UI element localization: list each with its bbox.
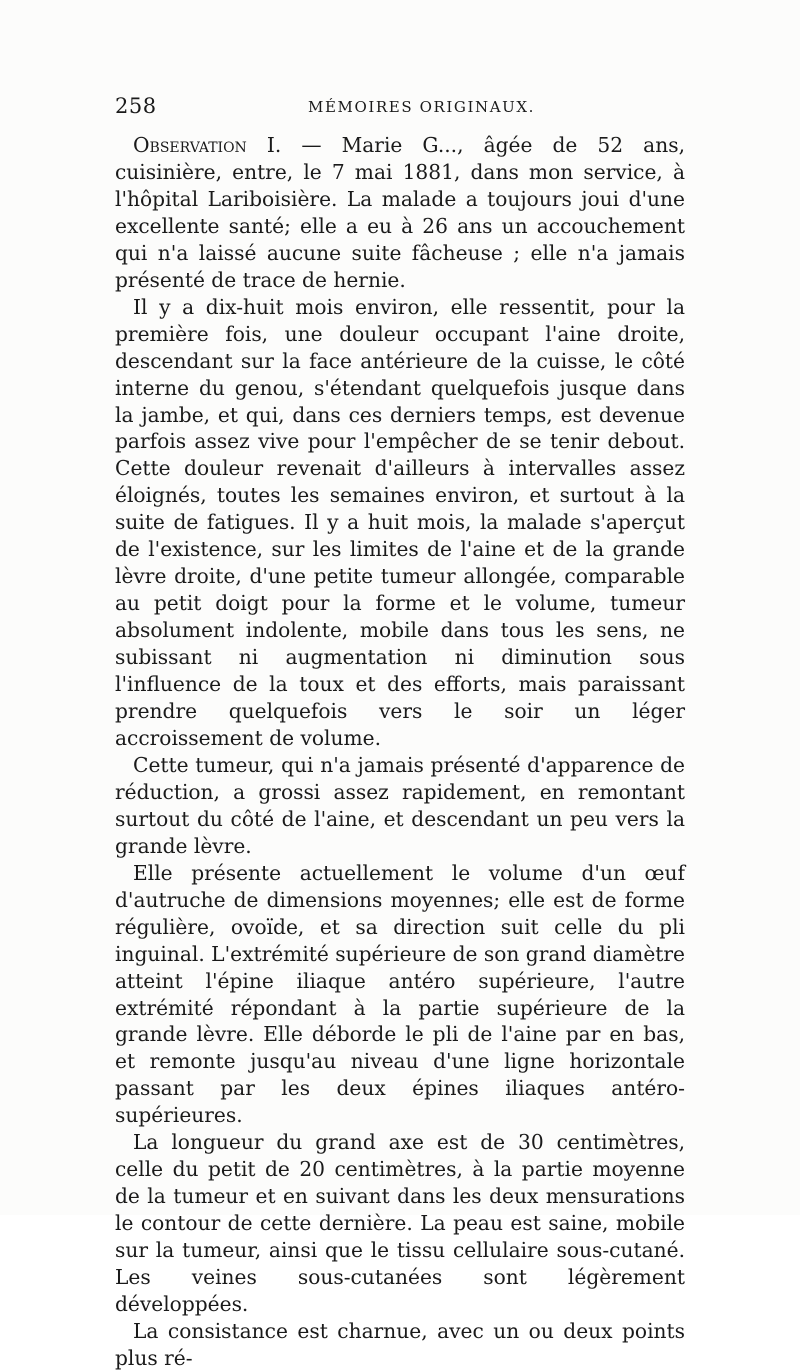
running-title: MÉMOIRES ORIGINAUX. (308, 98, 536, 116)
paragraph-6: La consistance est charnue, avec un ou deux points plus ré- (115, 1318, 685, 1370)
page-number: 258 (115, 94, 157, 118)
paragraph-1-text: — Marie G..., âgée de 52 ans, cuisinière, entre, le 7 mai 1881, dans mon service, à l'hôpital Lariboisière. La malade a toujours joui d'une excellente santé; elle a eu à 26 ans un accouchement qui n'a laissé aucune suite fâcheuse ; elle n'a jamais présenté de trace de hernie. (115, 133, 685, 292)
page-header (115, 94, 685, 124)
paragraph-3: Cette tumeur, qui n'a jamais présenté d'apparence de réduction, a grossi assez rapidement, en remontant surtout du côté de l'aine, et descendant un peu vers la grande lèvre. (115, 752, 685, 858)
observation-label: Observation I. (133, 133, 282, 157)
paragraph-4: Elle présente actuellement le volume d'un œuf d'autruche de dimensions moyennes; elle est de forme régulière, ovoïde, et sa direction suit celle du pli inguinal. L'extrémité supérieure de son grand diamètre atteint l'épine iliaque antéro supérieure, l'autre extrémité répondant à la partie supérieure de la grande lèvre. Elle déborde le pli de l'aine par en bas, et remonte jusqu'au niveau d'une ligne horizontale passant par les deux épines iliaques antéro-supérieures. (115, 860, 685, 1128)
body-text (115, 132, 685, 1372)
paragraph-1 (115, 132, 685, 294)
paragraph-2: Il y a dix-huit mois environ, elle ressentit, pour la première fois, une douleur occupant l'aine droite, descendant sur la face antérieure de la cuisse, le côté interne du genou, s'étendant quelquefois jusque dans la jambe, et qui, dans ces derniers temps, est devenue parfois assez vive pour l'empêcher de se tenir debout. Cette douleur revenait d'ailleurs à intervalles assez éloignés, toutes les semaines environ, et surtout à la suite de fatigues. Il y a huit mois, la malade s'aperçut de l'existence, sur les limites de l'aine et de la grande lèvre droite, d'une petite tumeur allongée, comparable au petit doigt pour la forme et le volume, tumeur absolument indolente, mobile dans tous les sens, ne subissant ni augmentation ni diminution sous l'influence de la toux et des efforts, mais paraissant prendre quelquefois vers le soir un léger accroissement de volume. (115, 294, 685, 750)
paragraph-5: La longueur du grand axe est de 30 centimètres, celle du petit de 20 centimètres, à la partie moyenne de la tumeur et en suivant dans les deux mensurations le contour de cette dernière. La peau est saine, mobile sur la tumeur, ainsi que le tissu cellulaire sous-cutané. Les veines sous-cutanées sont légèrement développées. (115, 1130, 685, 1316)
